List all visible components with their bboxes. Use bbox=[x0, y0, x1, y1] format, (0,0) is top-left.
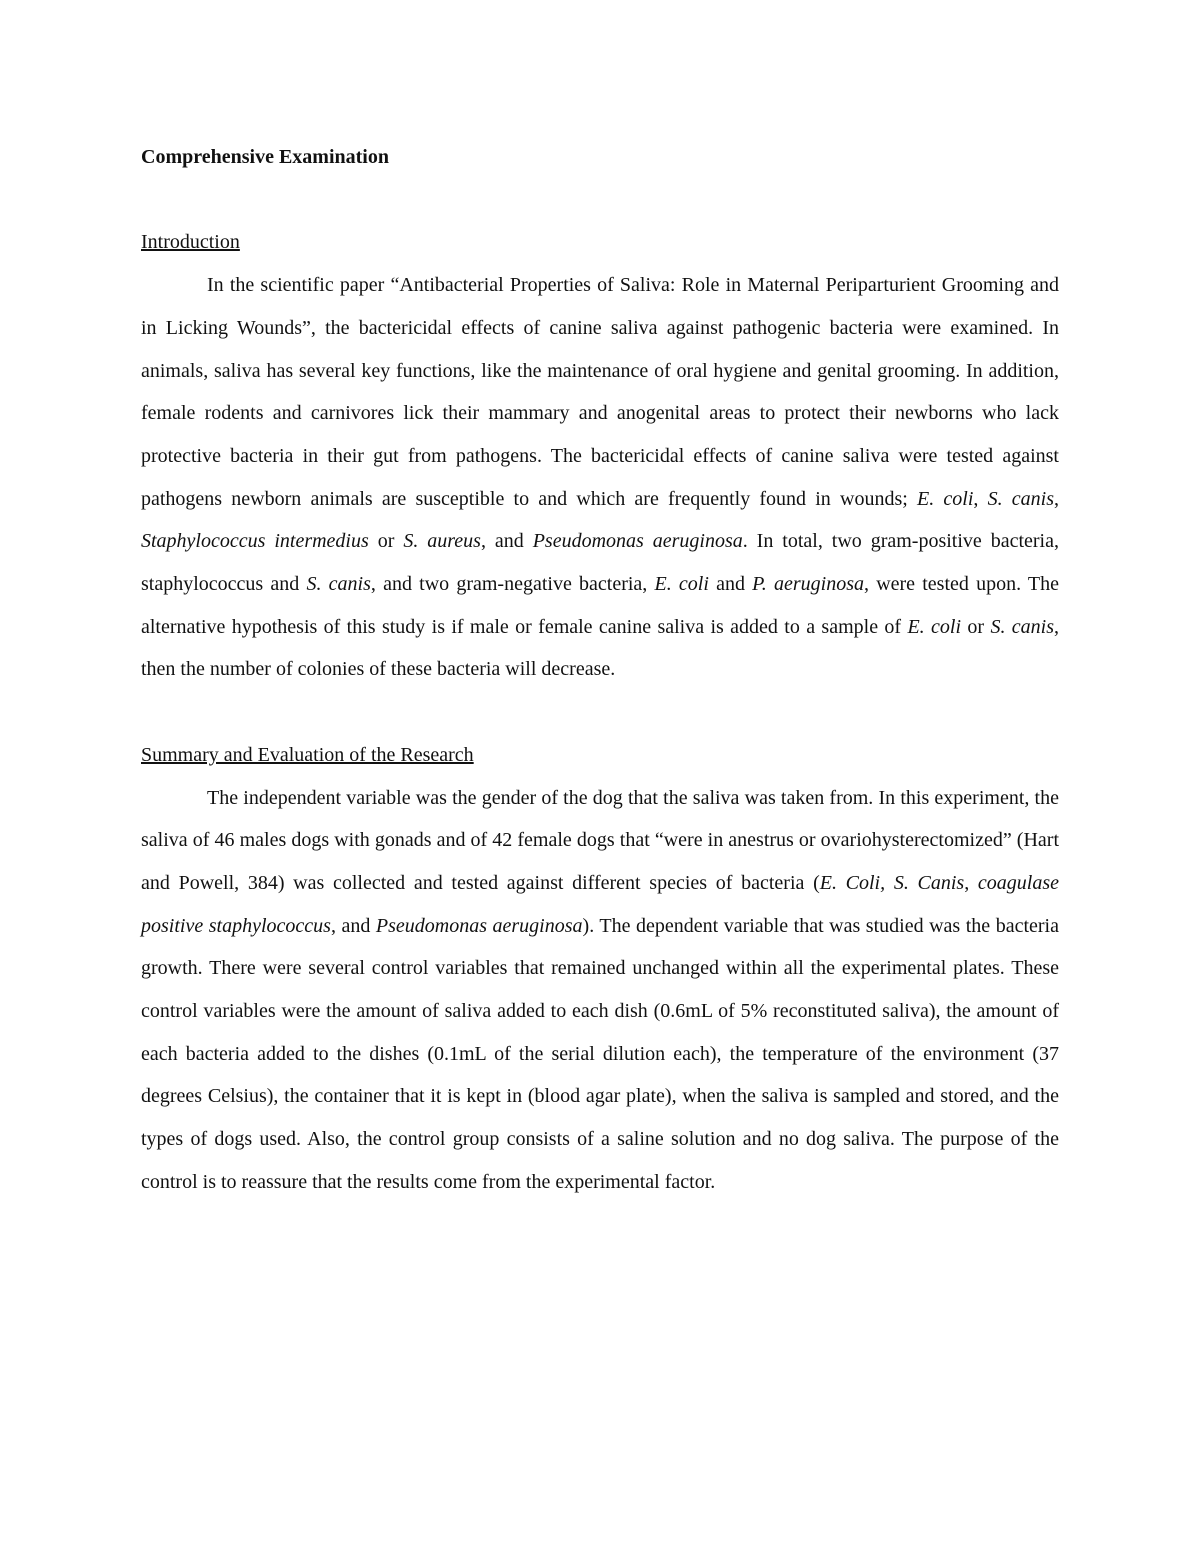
summary-paragraph bbox=[141, 777, 1059, 1204]
spacer bbox=[141, 179, 1059, 222]
text-run: or bbox=[961, 615, 991, 638]
text-run: or bbox=[368, 530, 404, 553]
text-run: , bbox=[964, 871, 978, 894]
text-run: , then the number of colonies of these bacteria will decrease. bbox=[141, 615, 1060, 681]
italic-term: Staphylococcus intermedius bbox=[141, 530, 369, 553]
italic-term: S. aureus bbox=[403, 530, 481, 553]
text-run: , and two gram-negative bacteria, bbox=[370, 573, 655, 596]
italic-term: S. canis bbox=[990, 615, 1055, 638]
text-run: , bbox=[973, 487, 988, 510]
text-run: , were tested upon. The alternative hypothesis of this study is if male or female canine saliva is added to a sample of bbox=[141, 573, 1060, 638]
italic-term: coagulase positive staphylococcus bbox=[141, 871, 1059, 937]
italic-term: Pseudomonas aeruginosa bbox=[532, 530, 743, 553]
text-run: , and bbox=[480, 530, 533, 553]
italic-term: S. canis bbox=[306, 573, 371, 596]
text-run: and bbox=[708, 573, 753, 596]
text-run: , and bbox=[330, 914, 376, 937]
italic-term: E. coli bbox=[907, 615, 962, 638]
section-heading-introduction: Introduction bbox=[141, 231, 240, 254]
text-run: . In total, two gram-positive bacteria, staphylococcus and bbox=[141, 530, 1059, 596]
italic-term: E. Coli, S. Canis bbox=[819, 871, 965, 894]
introduction-paragraph bbox=[141, 264, 1059, 691]
text-run: , bbox=[1054, 487, 1060, 510]
italic-term: Pseudomonas aeruginosa bbox=[375, 914, 583, 937]
spacer bbox=[141, 691, 1059, 734]
document-title: Comprehensive Examination bbox=[141, 146, 389, 168]
text-run: The independent variable was the gender of the dog that the saliva was taken from. In this experiment, the saliva of 46 males dogs with gonads and of 42 female dogs that “were in anestrus or ovariohysterectomized” (Hart and Powell, 384) was collected and tested against different species of bacteria ( bbox=[141, 786, 1059, 894]
italic-term: E. coli bbox=[654, 573, 709, 596]
text-run: ). The dependent variable that was studied was the bacteria growth. There were several control variables that remained unchanged within all the experimental plates. These control variables were the amount of saliva added to each dish (0.6mL of 5% reconstituted saliva), the amount of each bacteria added to the dishes (0.1mL of the serial dilution each), the temperature of the environment (37 degrees Celsius), the container that it is kept in (blood agar plate), when the saliva is sampled and stored, and the types of dogs used. Also, the control group consists of a saline solution and no dog saliva. The purpose of the control is to reassure that the results come from the experimental factor. bbox=[141, 914, 1059, 1193]
italic-term: S. canis bbox=[987, 487, 1055, 510]
text-run: In the scientific paper “Antibacterial Properties of Saliva: Role in Maternal Periparturient Grooming and in Licking Wounds”, the bactericidal effects of canine saliva against pathogenic bacteria were examined. In animals, saliva has several key functions, like the maintenance of oral hygiene and genital grooming. In addition, female rodents and carnivores lick their mammary and anogenital areas to protect their newborns who lack protective bacteria in their gut from pathogens. The bactericidal effects of canine saliva were tested against pathogens newborn animals are susceptible to and which are frequently found in wounds; bbox=[141, 274, 1059, 510]
document-page bbox=[141, 136, 1059, 1204]
italic-term: E. coli bbox=[916, 487, 974, 510]
section-heading-summary: Summary and Evaluation of the Research bbox=[141, 743, 474, 766]
italic-term: P. aeruginosa bbox=[752, 573, 864, 596]
